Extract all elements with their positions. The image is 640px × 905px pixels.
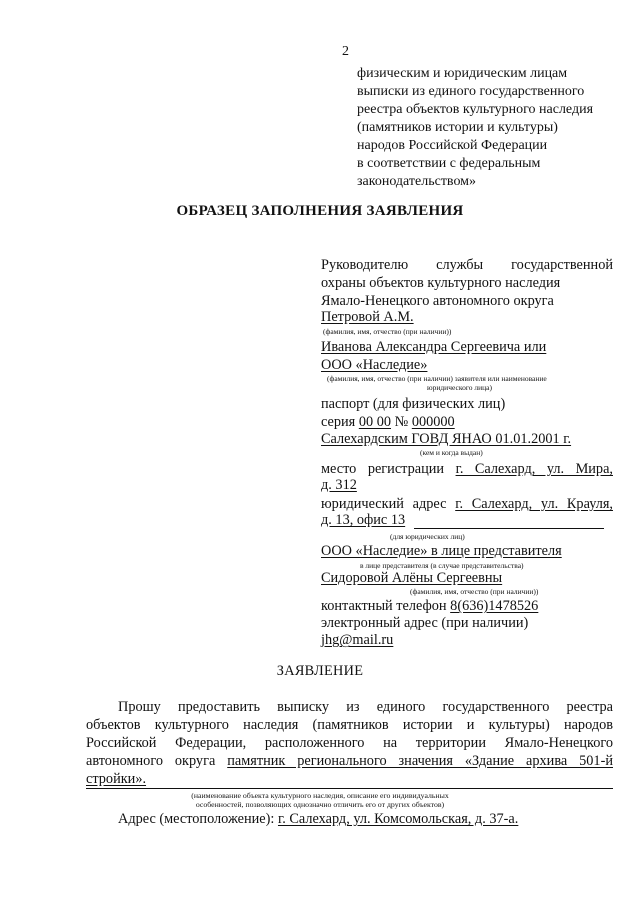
statement-line: Прошу предоставить выписку из единого государственного реестра xyxy=(118,699,613,715)
representative-name: Сидоровой Алёны Сергеевны xyxy=(321,570,503,586)
representative-name-caption: (фамилия, имя, отчество (при наличии)) xyxy=(410,587,539,596)
representative-org: ООО «Наследие» в лице представителя xyxy=(321,543,562,559)
legal-address-line xyxy=(321,496,613,513)
statement-line xyxy=(86,752,613,770)
series-label: серия xyxy=(321,414,356,430)
statement-line: Российской Федерации, расположенного на территории Ямало-Ненецкого xyxy=(86,735,613,751)
applicant-org: ООО «Наследие» xyxy=(321,357,428,373)
page-number: 2 xyxy=(342,44,349,59)
registration-line xyxy=(321,461,613,478)
registration-value-cont: д. 312 xyxy=(321,477,357,493)
header-line: (памятников истории и культуры) xyxy=(357,120,558,135)
statement-line xyxy=(86,770,613,788)
registration-label: место регистрации xyxy=(321,461,445,477)
form-title: ОБРАЗЕЦ ЗАПОЛНЕНИЯ ЗАЯВЛЕНИЯ xyxy=(176,203,464,219)
object-name: памятник регионального значения «Здание архива 501-й xyxy=(227,753,613,769)
legal-address-caption: (для юридических лиц) xyxy=(390,532,465,541)
statement-line: объектов культурного наследия (памятников истории и культуры) народов xyxy=(86,717,613,733)
issued-caption: (кем и когда выдан) xyxy=(420,448,483,457)
header-line: в соответствии с федеральным xyxy=(357,156,541,171)
addressee-name xyxy=(321,309,613,326)
applicant-caption: юридического лица) xyxy=(427,383,492,392)
underline-rule xyxy=(86,788,613,789)
addressee-line: охраны объектов культурного наследия xyxy=(321,275,561,291)
address-label: Адрес (местоположение): xyxy=(118,811,275,827)
registration-value: г. Салехард, ул. Мира, xyxy=(455,461,613,477)
header-line: законодательством» xyxy=(357,174,477,189)
number-value: 000000 xyxy=(411,414,455,430)
statement-prefix: автономного округа xyxy=(86,753,216,769)
address-value: г. Салехард, ул. Комсомольская, д. 37-а. xyxy=(277,811,519,827)
passport-series xyxy=(321,414,455,431)
series-value: 00 00 xyxy=(358,414,391,430)
header-line: реестра объектов культурного наследия xyxy=(357,102,594,117)
applicant-name: Иванова Александра Сергеевича или xyxy=(321,339,547,355)
header-line: выписки из единого государственного xyxy=(357,84,585,99)
legal-address-value: г. Салехард, ул. Крауля, xyxy=(455,496,613,512)
statement-title: ЗАЯВЛЕНИЕ xyxy=(276,663,364,679)
representative-caption: в лице представителя (в случае представительства) xyxy=(360,561,524,570)
object-caption: особенностей, позволяющих однозначно отличить его от других объектов) xyxy=(195,800,445,809)
object-name-cont: стройки». xyxy=(86,771,147,787)
underline-rule xyxy=(414,528,604,529)
object-caption: (наименование объекта культурного наследия, описание его индивидуальных xyxy=(191,791,449,800)
email-value: jhg@mail.ru xyxy=(321,632,394,648)
email-label: электронный адрес (при наличии) xyxy=(321,615,529,631)
legal-address-value-cont: д. 13, офис 13 xyxy=(321,512,406,528)
statement-paragraph xyxy=(86,716,613,788)
statement-paragraph xyxy=(118,698,613,716)
addressee-name-value: Петровой А.М. xyxy=(321,309,414,325)
passport-label: паспорт (для физических лиц) xyxy=(321,396,506,412)
passport-issued: Салехардским ГОВД ЯНАО 01.01.2001 г. xyxy=(321,431,572,447)
phone-label: контактный телефон xyxy=(321,598,447,614)
addressee-line: Ямало-Ненецкого автономного округа xyxy=(321,293,554,309)
addressee-name-caption: (фамилия, имя, отчество (при наличии)) xyxy=(323,327,452,336)
phone-value: 8(636)1478526 xyxy=(450,598,539,614)
applicant-caption: (фамилия, имя, отчество (при наличии) заявителя или наименование xyxy=(327,374,547,383)
addressee-line: Руководителю службы государственной xyxy=(321,257,613,273)
header-continuation xyxy=(357,65,627,191)
address-line xyxy=(118,811,518,828)
header-line: физическим и юридическим лицам xyxy=(357,66,568,81)
legal-address-label: юридический адрес xyxy=(321,496,447,512)
header-line: народов Российской Федерации xyxy=(357,138,548,153)
phone-line xyxy=(321,598,538,615)
number-sign: № xyxy=(394,414,409,430)
